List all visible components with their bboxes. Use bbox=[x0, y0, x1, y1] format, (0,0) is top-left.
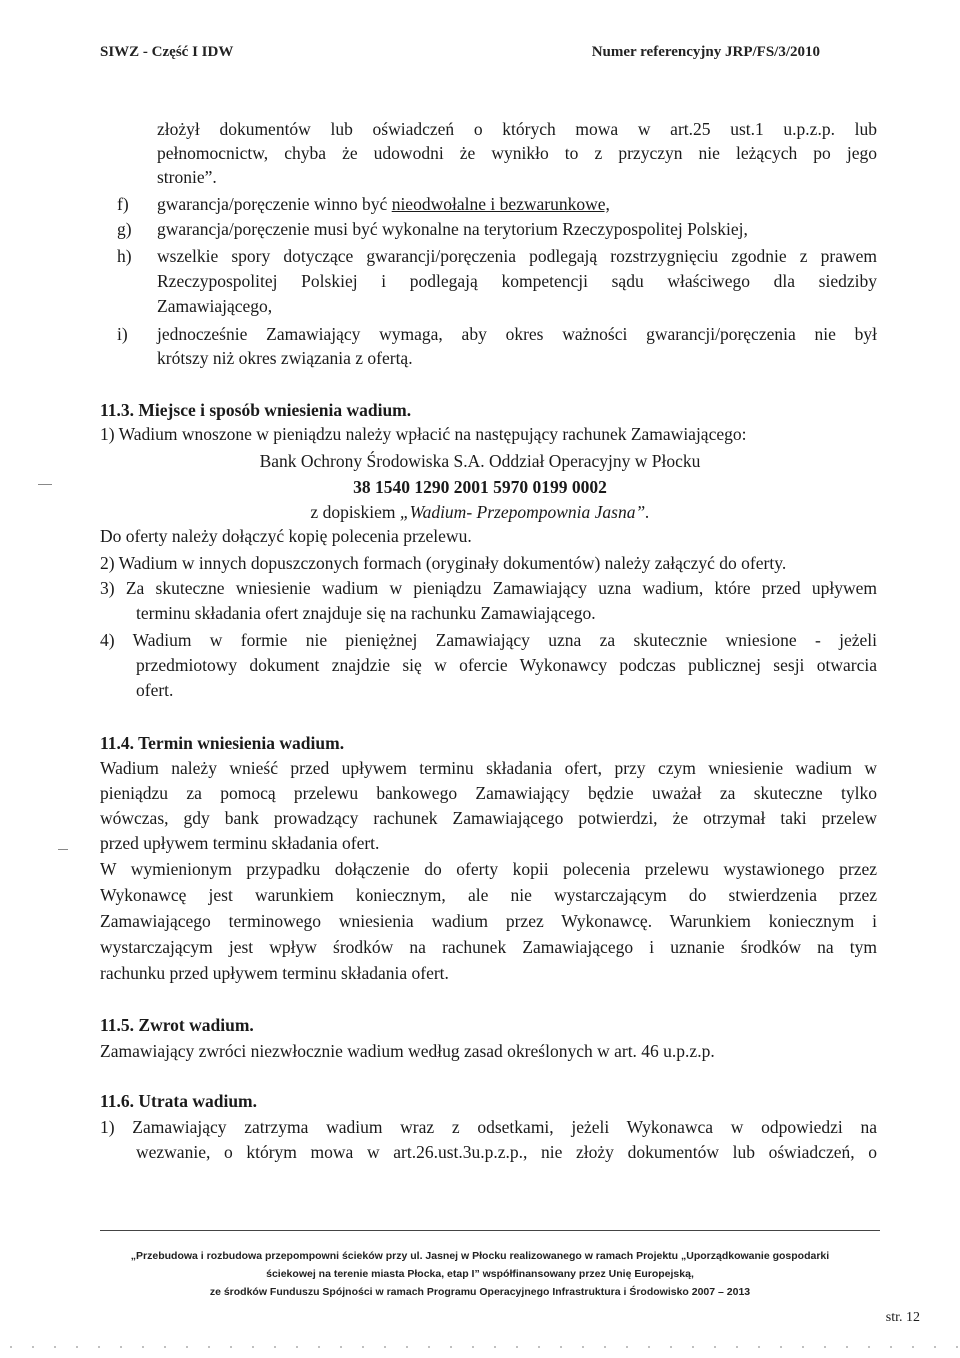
s114-para2-line-5: rachunku przed upływem terminu składania ofert. bbox=[100, 963, 449, 983]
continuation-line-1: złożył dokumentów lub oświadczeń o których mowa w art.25 ust.1 u.p.z.p. lub bbox=[157, 119, 877, 139]
scan-edge-dots bbox=[0, 1346, 960, 1348]
page-number: str. 12 bbox=[885, 1310, 920, 1325]
s116-line-2: wezwanie, o którym mowa w art.26.ust.3u.p.z.p., nie złoży dokumentów lub oświadczeń, o bbox=[136, 1142, 877, 1162]
scan-mark bbox=[38, 484, 52, 485]
s114-para2-line-1: W wymienionym przypadku dołączenie do oferty kopii polecenia przelewu wystawionego przez bbox=[100, 859, 877, 879]
s114-para1-line-3: wówczas, gdy bank prowadzący rachunek Zamawiającego potwierdzi, że otrzymał taki przelew bbox=[100, 808, 877, 828]
list-marker-g: g) bbox=[117, 219, 132, 239]
transfer-note-prefix: z dopiskiem bbox=[310, 502, 400, 522]
section-11-6-title: 11.6. Utrata wadium. bbox=[100, 1091, 258, 1111]
transfer-note bbox=[0, 501, 960, 523]
list-item-i-line-1: jednocześnie Zamawiający wymaga, aby okres ważności gwarancji/poręczenia nie był bbox=[157, 324, 877, 344]
scan-mark bbox=[58, 849, 68, 850]
header-right: Numer referencyjny JRP/FS/3/2010 bbox=[591, 44, 820, 60]
s114-para2-line-2: Wykonawcę jest warunkiem koniecznym, ale nie wystarczającym do stwierdzenia przez bbox=[100, 885, 877, 905]
list-item-h-line-2: Rzeczypospolitej Polskiej i podlegają kompetencji sądu właściwego dla siedziby bbox=[157, 271, 877, 291]
transfer-note-title: „Wadium- Przepompownia Jasna”. bbox=[399, 502, 650, 522]
s114-para1-line-1: Wadium należy wnieść przed upływem terminu składania ofert, przy czym wniesienie wadium w bbox=[100, 758, 877, 778]
footer-line-1: „Przebudowa i rozbudowa przepompowni ścieków przy ul. Jasnej w Płocku realizowanego w ramach Projektu „Uporządkowanie gospodarki bbox=[130, 1250, 830, 1262]
continuation-line-3: stronie”. bbox=[157, 167, 217, 187]
list-item-h-line-3: Zamawiającego, bbox=[157, 296, 273, 316]
list-marker-i: i) bbox=[117, 324, 128, 344]
s114-para1-line-4: przed upływem terminu składania ofert. bbox=[100, 833, 380, 853]
s114-para2-line-3: Zamawiającego terminowego wniesienia wadium przez Wykonawcę. Warunkiem koniecznym i bbox=[100, 911, 877, 931]
s113-point-2: 2) Wadium w innych dopuszczonych formach (oryginały dokumentów) należy załączyć do oferty. bbox=[100, 553, 787, 573]
list-marker-f: f) bbox=[117, 194, 129, 214]
list-item-f-text: gwarancja/poręczenie winno być bbox=[157, 194, 392, 214]
section-11-3-title: 11.3. Miejsce i sposób wniesienia wadium. bbox=[100, 400, 412, 420]
list-item-i-line-2: krótszy niż okres związania z ofertą. bbox=[157, 348, 413, 368]
s113-point-4-line-3: ofert. bbox=[136, 680, 174, 700]
account-number: 38 1540 1290 2001 5970 0199 0002 bbox=[353, 477, 607, 497]
section-11-4-title: 11.4. Termin wniesienia wadium. bbox=[100, 733, 345, 753]
s113-copy-note: Do oferty należy dołączyć kopię polecenia przelewu. bbox=[100, 526, 472, 546]
list-item-f bbox=[157, 193, 610, 215]
s113-point-3-line-1: 3) Za skuteczne wniesienie wadium w pieniądzu Zamawiający uzna wadium, które przed upływem bbox=[100, 578, 877, 598]
footer-line-3: ze środków Funduszu Spójności w ramach Programu Operacyjnego Infrastruktura i Środowisko 2007 – 2013 bbox=[209, 1286, 751, 1298]
s114-para1-line-2: pieniądzu za pomocą przelewu bankowego Zamawiający będzie uważał za skuteczne tylko bbox=[100, 783, 877, 803]
section-11-5-title: 11.5. Zwrot wadium. bbox=[100, 1015, 254, 1035]
s116-line-1: 1) Zamawiający zatrzyma wadium wraz z odsetkami, jeżeli Wykonawca w odpowiedzi na bbox=[100, 1117, 877, 1137]
list-item-h-line-1: wszelkie spory dotyczące gwarancji/poręczenia podlegają rozstrzygnięciu zgodnie z prawem bbox=[157, 246, 877, 266]
s113-point-4-line-1: 4) Wadium w formie nie pieniężnej Zamawiający uzna za skutecznie wniesione - jeżeli bbox=[100, 630, 877, 650]
s113-point-1: 1) Wadium wnoszone w pieniądzu należy wpłacić na następujący rachunek Zamawiającego: bbox=[100, 424, 747, 444]
footer-rule bbox=[100, 1230, 880, 1231]
list-item-f-underlined: nieodwołalne i bezwarunkowe, bbox=[391, 194, 610, 214]
list-item-g: gwarancja/poręczenie musi być wykonalne na terytorium Rzeczypospolitej Polskiej, bbox=[157, 219, 748, 239]
s113-point-3-line-2: terminu składania ofert znajduje się na rachunku Zamawiającego. bbox=[136, 603, 596, 623]
footer-line-2: ściekowej na terenie miasta Płocka, etap I” współfinansowany przez Unię Europejską, bbox=[266, 1268, 694, 1280]
s115-text: Zamawiający zwróci niezwłocznie wadium według zasad określonych w art. 46 u.p.z.p. bbox=[100, 1041, 715, 1061]
s113-point-4-line-2: przedmiotowy dokument znajdzie się w ofercie Wykonawcy podczas publicznej sesji otwarcia bbox=[136, 655, 877, 675]
bank-name: Bank Ochrony Środowiska S.A. Oddział Operacyjny w Płocku bbox=[259, 451, 701, 471]
list-marker-h: h) bbox=[117, 246, 132, 266]
continuation-line-2: pełnomocnictw, chyba że udowodni że wynikło to z przyczyn nie leżących po jego bbox=[157, 143, 877, 163]
header-left: SIWZ - Część I IDW bbox=[100, 44, 234, 60]
s114-para2-line-4: wystarczającym jest wpływ środków na rachunek Zamawiającego i uznanie środków na tym bbox=[100, 937, 877, 957]
